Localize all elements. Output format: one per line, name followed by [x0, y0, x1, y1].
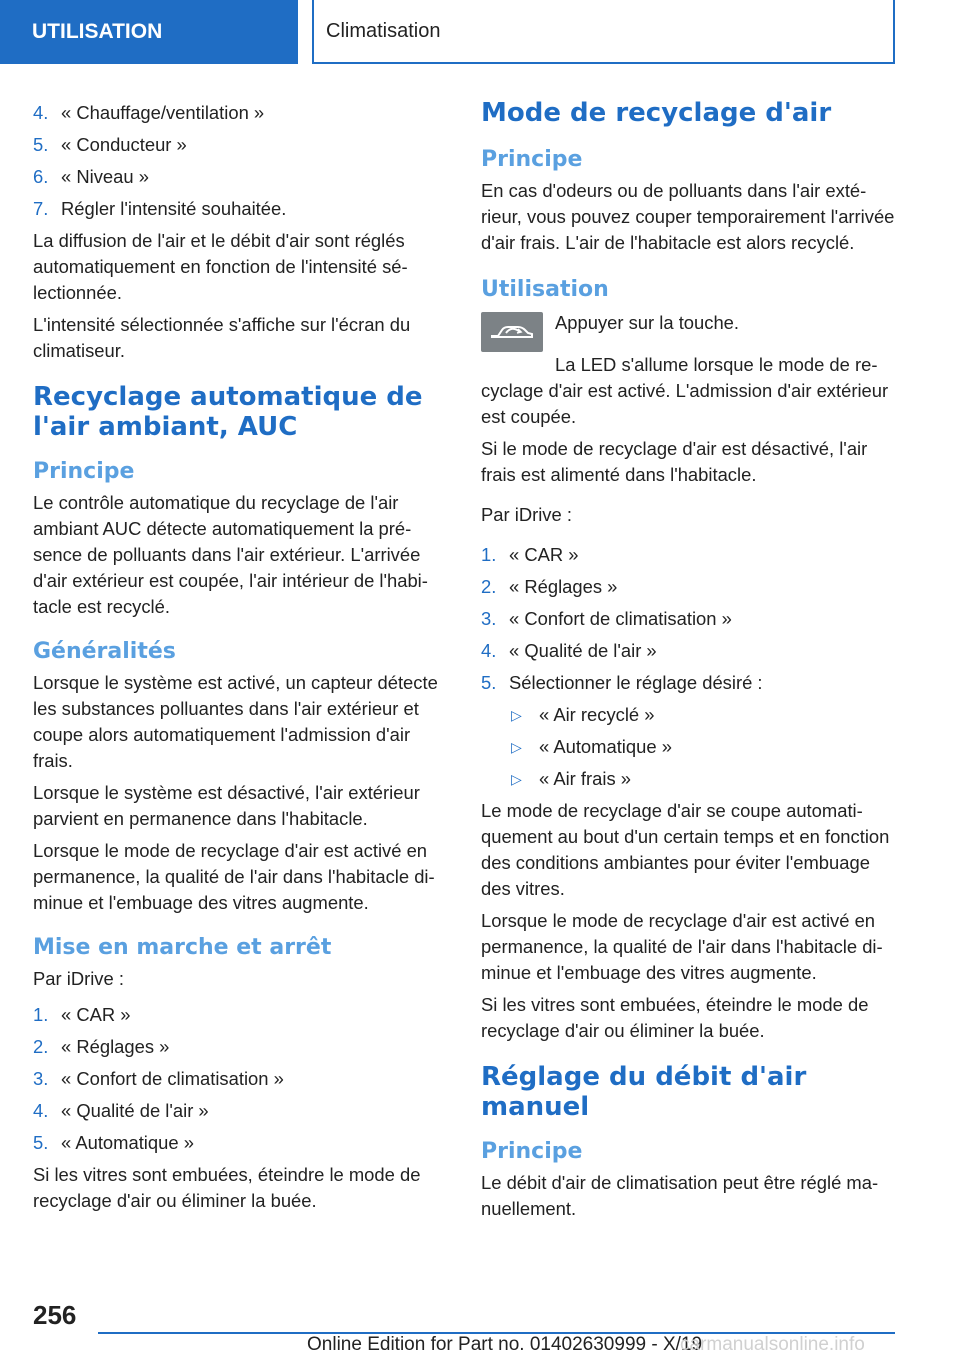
list-item: 3. « Confort de climatisation »: [33, 1068, 284, 1089]
paragraph: Par iDrive :: [33, 968, 124, 989]
steps-bottom-list: [33, 1002, 448, 1156]
heading-principe: Principe: [481, 1139, 583, 1164]
list-item: 4. « Qualité de l'air »: [33, 1100, 209, 1121]
list-item: 4. « Qualité de l'air »: [481, 640, 657, 661]
paragraph: Si les vitres sont embuées, éteindre le mode de recyclage d'air ou éliminer la buée.: [481, 994, 869, 1041]
triangle-bullet-icon: ▷: [511, 739, 522, 755]
paragraph: Par iDrive :: [481, 504, 572, 525]
paragraph: La LED s'allume lorsque le mode de recyclage d'air est activé. L'admission d'air extérieur est coupée.: [481, 354, 889, 427]
paragraph: Si le mode de recyclage d'air est désactivé, l'air frais est alimenté dans l'habitacle.: [481, 438, 868, 485]
paragraph: Lorsque le mode de recyclage d'air est activé en permanence, la qualité de l'air dans l'habitacle diminue et l'embuage des vitres augmente.: [33, 840, 435, 913]
list-item: ▷ « Air frais »: [511, 766, 896, 792]
list-item: 1. « CAR »: [33, 1004, 131, 1025]
right-column: [481, 98, 896, 1228]
heading-utilisation: Utilisation: [481, 277, 609, 302]
header-section: UTILISATION: [0, 0, 298, 64]
heading-auc: Recyclage automatique de l'air ambiant, AUC: [33, 382, 423, 442]
list-item: 1. « CAR »: [481, 544, 579, 565]
page-number: 256: [33, 1300, 77, 1330]
heading-mise-en-marche: Mise en marche et arrêt: [33, 935, 332, 960]
list-item: 4. « Chauffage/ventilation »: [33, 102, 265, 123]
list-item: 3. « Confort de climatisation »: [481, 608, 732, 629]
list-item: 6. « Niveau »: [33, 166, 149, 187]
touche-row: [481, 310, 896, 352]
header-title: Climatisation: [312, 0, 895, 64]
list-item: 7. Régler l'intensité souhaitée.: [33, 198, 287, 219]
paragraph: Appuyer sur la touche.: [555, 312, 740, 333]
triangle-bullet-icon: ▷: [511, 771, 522, 787]
list-item: 2. « Réglages »: [481, 576, 618, 597]
heading-mode-recyclage: Mode de recyclage d'air: [481, 98, 832, 128]
paragraph: Lorsque le système est activé, un capteur détecte les substances polluantes dans l'air extérieur et coupe alors automatiquement l'admission d'air frais.: [33, 672, 438, 771]
list-item: 5. « Automatique »: [33, 1132, 194, 1153]
paragraph: Si les vitres sont embuées, éteindre le mode de recyclage d'air ou éliminer la buée.: [33, 1164, 421, 1211]
triangle-bullet-icon: ▷: [511, 707, 522, 723]
heading-principe: Principe: [33, 459, 135, 484]
list-item: 5. Sélectionner le réglage désiré :: [481, 672, 763, 693]
list-item: ▷ « Air recyclé »: [511, 702, 896, 728]
paragraph: La diffusion de l'air et le débit d'air sont réglés automatiquement en fonction de l'intensité sélectionnée.: [33, 230, 408, 303]
steps-top-list: [33, 100, 448, 222]
paragraph: Lorsque le système est désactivé, l'air extérieur parvient en permanence dans l'habitacle.: [33, 782, 420, 829]
list-item: 5. « Conducteur »: [33, 134, 187, 155]
paragraph: Le contrôle automatique du recyclage de l'air ambiant AUC détecte automatiquement la présence de polluants dans l'air extérieur. L'arrivée d'air extérieur est coupée, l'air intérieur de l'habitacle est recyclé.: [33, 492, 428, 617]
heading-generalites: Généralités: [33, 639, 176, 664]
paragraph: L'intensité sélectionnée s'affiche sur l'écran du climatiseur.: [33, 314, 411, 361]
recirculation-button-icon: [481, 312, 543, 352]
heading-principe: Principe: [481, 147, 583, 172]
list-item: 2. « Réglages »: [33, 1036, 170, 1057]
watermark: carmanualsonline.info: [680, 1334, 865, 1355]
paragraph: Lorsque le mode de recyclage d'air est activé en permanence, la qualité de l'air dans l'habitacle diminue et l'embuage des vitres augmente.: [481, 910, 883, 983]
steps-list: [481, 542, 896, 696]
options-list: [481, 702, 896, 792]
footer-edition: Online Edition for Part no. 01402630999 - X/19: [307, 1334, 703, 1355]
heading-reglage-debit: Réglage du débit d'air manuel: [481, 1062, 807, 1122]
left-column: [33, 100, 448, 1220]
paragraph: Le débit d'air de climatisation peut être réglé manuellement.: [481, 1172, 879, 1219]
paragraph: En cas d'odeurs ou de polluants dans l'air extérieur, vous pouvez couper temporairement l'arrivée d'air frais. L'air de l'habitacle est alors recyclé.: [481, 180, 895, 253]
list-item: ▷ « Automatique »: [511, 734, 896, 760]
paragraph: Le mode de recyclage d'air se coupe automatiquement au bout d'un certain temps et en fonction des conditions ambiantes pour éviter l'embuage des vitres.: [481, 800, 890, 899]
